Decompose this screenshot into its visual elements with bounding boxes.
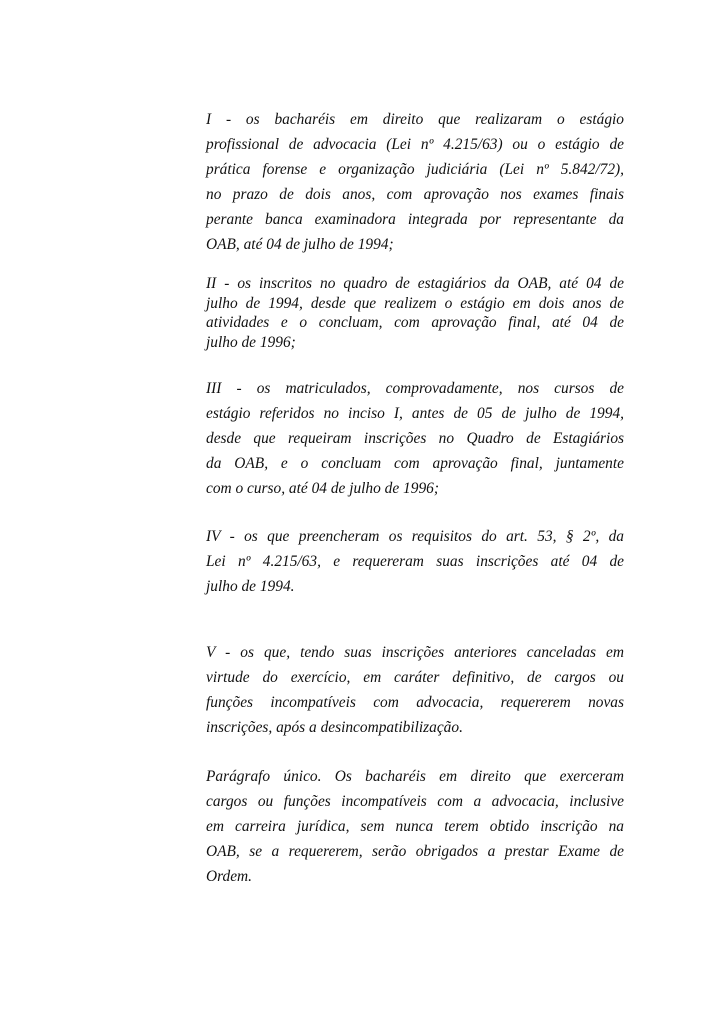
text-line: da OAB, e o concluam com aprovação final, juntamente (206, 455, 624, 472)
text-line: inscrições, após a desincompatibilização. (206, 719, 463, 736)
text-line: profissional de advocacia (Lei nº 4.215/63) ou o estágio de (206, 136, 624, 153)
text-line: desde que requeiram inscrições no Quadro de Estagiários (206, 430, 624, 447)
text-line: em carreira jurídica, sem nunca terem obtido inscrição na (206, 818, 624, 835)
paragraph-item-iii (206, 376, 624, 501)
text-line: OAB, se a requererem, serão obrigados a prestar Exame de (206, 843, 624, 860)
paragraph-item-iv (206, 524, 624, 599)
paragraph-item-ii (206, 274, 624, 352)
text-line: Ordem. (206, 868, 253, 885)
text-line: com o curso, até 04 de julho de 1996; (206, 480, 439, 497)
text-line: funções incompatíveis com advocacia, requererem novas (206, 694, 624, 711)
text-line: virtude do exercício, em caráter definitivo, de cargos ou (206, 669, 624, 686)
text-line: estágio referidos no inciso I, antes de 05 de julho de 1994, (206, 405, 624, 422)
text-line: julho de 1994. (206, 578, 295, 595)
text-line: julho de 1994, desde que realizem o estágio em dois anos de (206, 294, 624, 312)
text-line: Lei nº 4.215/63, e requereram suas inscrições até 04 de (206, 553, 624, 570)
text-line: II - os inscritos no quadro de estagiários da OAB, até 04 de (206, 275, 624, 292)
text-line: cargos ou funções incompatíveis com a advocacia, inclusive (206, 793, 624, 810)
text-line: Parágrafo único. Os bacharéis em direito que exerceram (206, 768, 624, 785)
text-line: julho de 1996; (206, 333, 296, 351)
text-line: prática forense e organização judiciária (Lei nº 5.842/72), (206, 161, 624, 178)
text-line: IV - os que preencheram os requisitos do art. 53, § 2º, da (206, 528, 624, 545)
text-line: OAB, até 04 de julho de 1994; (206, 236, 394, 253)
text-line: V - os que, tendo suas inscrições anteriores canceladas em (206, 644, 624, 661)
paragraph-item-i (206, 107, 624, 257)
text-line: I - os bacharéis em direito que realizaram o estágio (206, 111, 624, 128)
text-line: perante banca examinadora integrada por representante da (206, 211, 624, 228)
paragraph-paragrafo-unico (206, 764, 624, 889)
text-line: atividades e o concluam, com aprovação final, até 04 de (206, 314, 624, 331)
text-line: no prazo de dois anos, com aprovação nos exames finais (206, 186, 624, 203)
text-line: III - os matriculados, comprovadamente, nos cursos de (206, 380, 624, 397)
paragraph-item-v (206, 640, 624, 740)
